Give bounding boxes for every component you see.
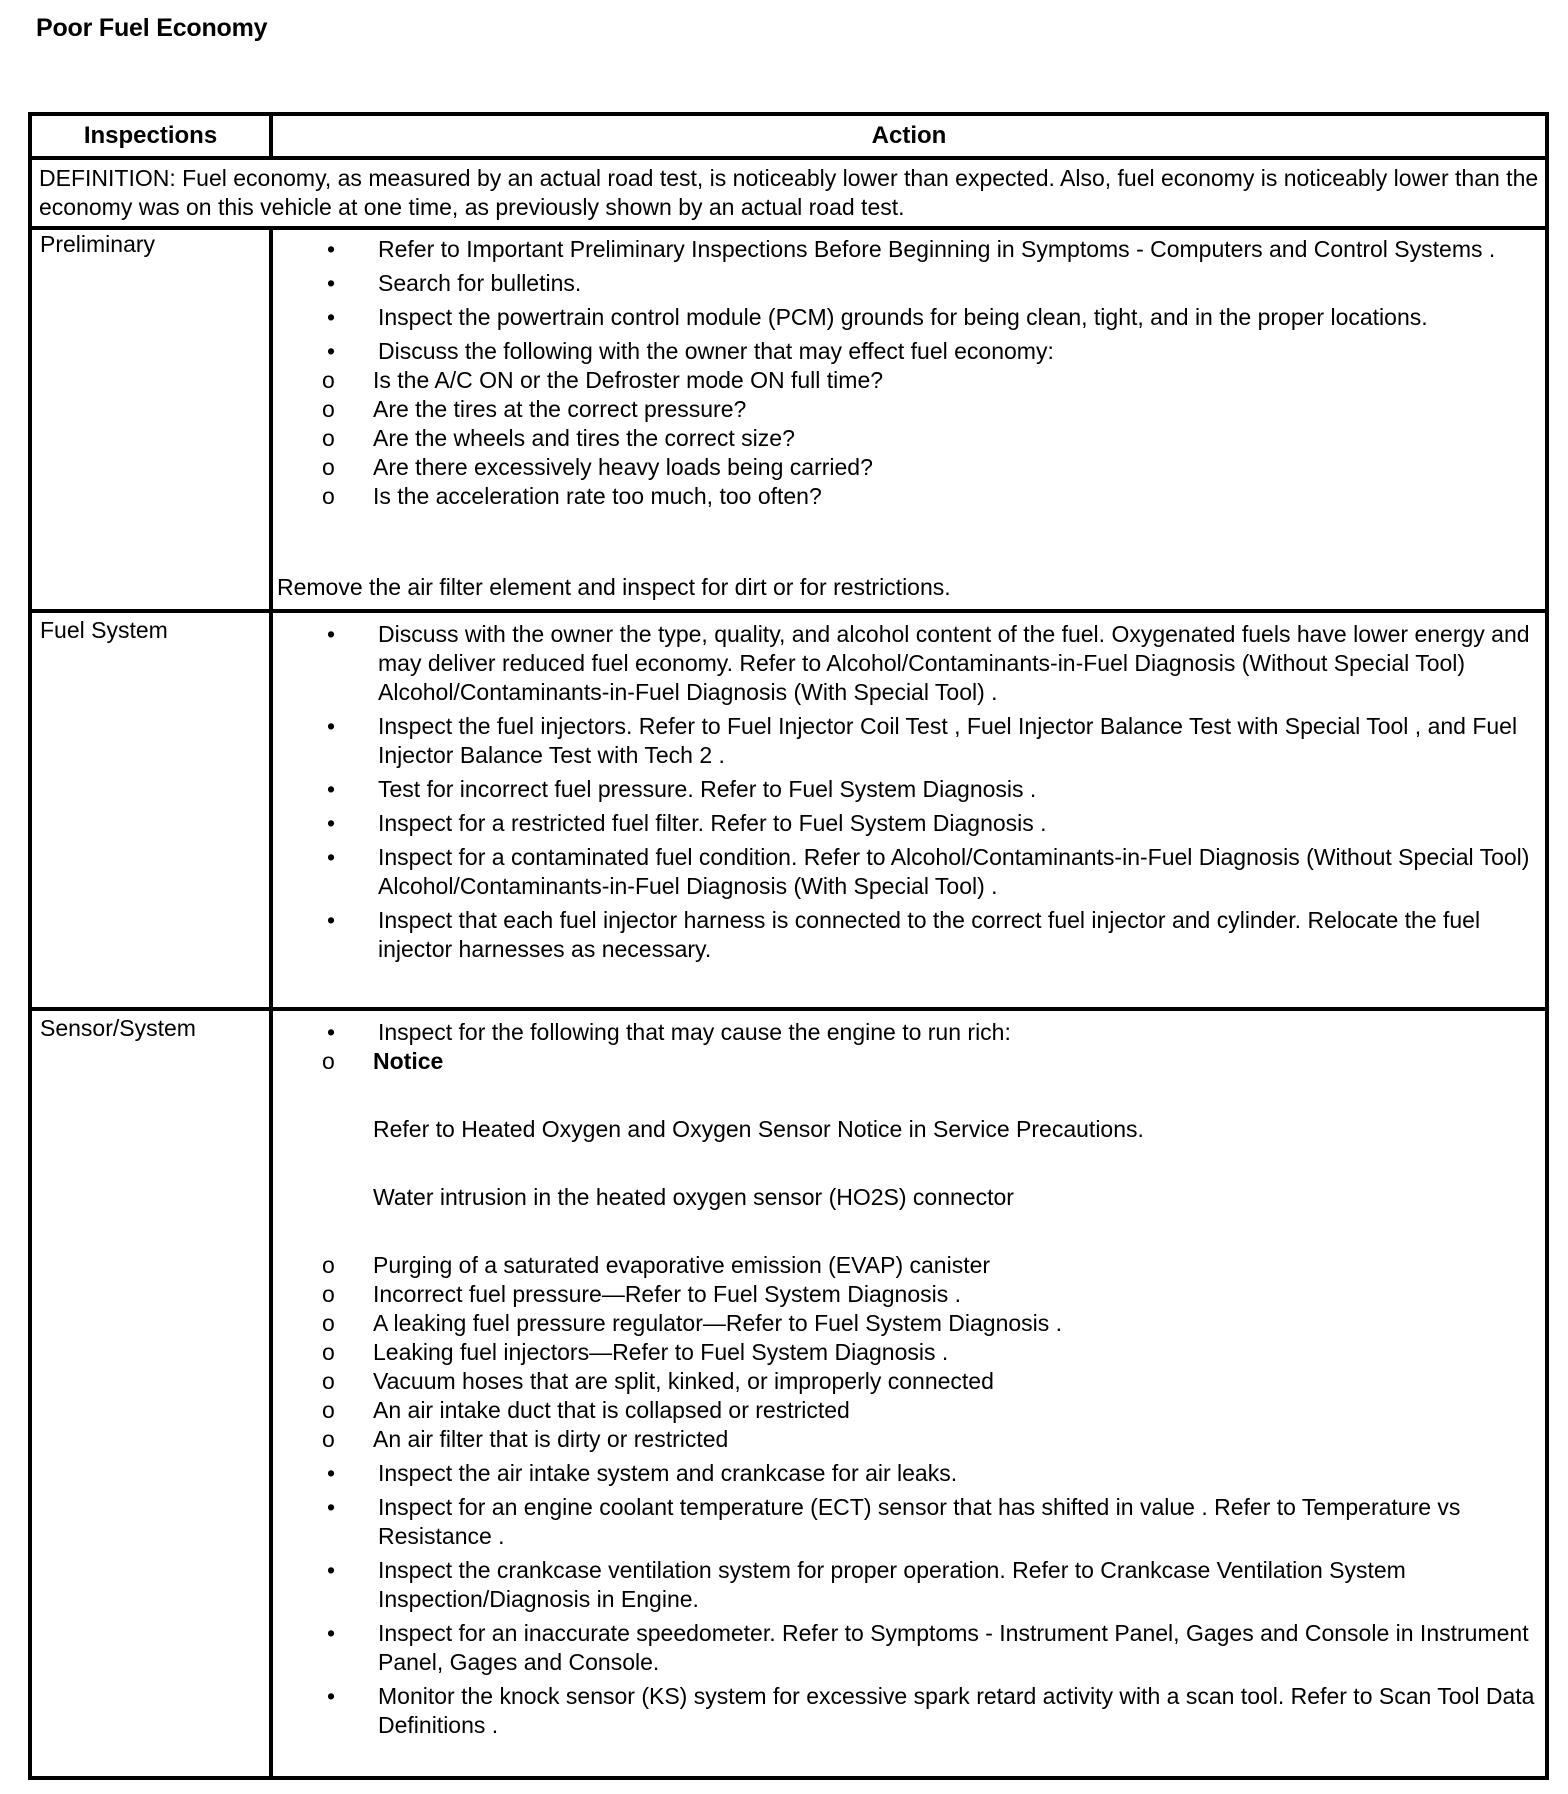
owner-questions (322, 366, 1539, 511)
circle-bullet-icon: o (322, 425, 335, 451)
sub-list-item: o Are the wheels and tires the correct size? (322, 425, 795, 451)
row-divider-definition (32, 226, 1545, 230)
list-item: • Inspect for a contaminated fuel condition. Refer to Alcohol/Contaminants-in-Fuel Diagnosis (Without Special Tool) Alcohol/Contaminants-in-Fuel Diagnosis (With Special Tool) . (327, 844, 1530, 899)
header-inspections: Inspections (83, 122, 218, 149)
sub-list-item: o Purging of a saturated evaporative emission (EVAP) canister (322, 1252, 991, 1278)
sub-list-item: o Vacuum hoses that are split, kinked, or improperly connected (322, 1368, 994, 1394)
preliminary-trailing-note: Remove the air filter element and inspect for dirt or for restrictions. (277, 574, 951, 600)
rich-causes (322, 1047, 1539, 1454)
bullet-icon: • (327, 713, 336, 739)
inspection-table (28, 112, 1549, 1780)
list-item: • Discuss with the owner the type, quality, and alcohol content of the fuel. Oxygenated fuels have lower energy and may deliver reduced fuel economy. Refer to Alcohol/Contaminants-in-Fuel Diagnosis (Without Special Tool) Alcohol/Contaminants-in-Fuel Diagnosis (With Special Tool) . (327, 621, 1530, 705)
list-item: • Inspect the air intake system and crankcase for air leaks. (327, 1460, 958, 1486)
bullet-icon: • (327, 1494, 336, 1520)
circle-bullet-icon: o (322, 1397, 335, 1423)
bullet-icon: • (327, 236, 336, 262)
row-label-preliminary: Preliminary (40, 231, 156, 257)
header-action: Action (871, 122, 947, 149)
circle-bullet-icon: o (322, 396, 335, 422)
sensor-system-actions (272, 1018, 1539, 1745)
list-item: • Discuss the following with the owner that may effect fuel economy: o Is the A/C ON or the Defroster mode ON full time? o Are the tires at the correct pressure? o Are the wheels and tires the correct size? o Are there excessively heavy loads being carried? o Is the acceleration rate too much, too often? (272, 337, 1539, 511)
bullet-icon: • (327, 270, 336, 296)
list-item: • Inspect for an inaccurate speedometer. Refer to Symptoms - Instrument Panel, Gages and Console in Instrument Panel, Gages and Console. (327, 1620, 1529, 1675)
bullet-icon: • (327, 1019, 336, 1045)
circle-bullet-icon: o (322, 1368, 335, 1394)
list-item: • Inspect the fuel injectors. Refer to Fuel Injector Coil Test , Fuel Injector Balance Test with Special Tool , and Fuel Injector Balance Test with Tech 2 . (327, 713, 1518, 768)
list-item: • Monitor the knock sensor (KS) system for excessive spark retard activity with a scan tool. Refer to Scan Tool Data Definitions . (327, 1683, 1535, 1738)
circle-bullet-icon: o (322, 1426, 335, 1452)
bullet-icon: • (327, 907, 336, 933)
list-item: • Inspect the crankcase ventilation system for proper operation. Refer to Crankcase Ventilation System Inspection/Diagnosis in Engine. (327, 1557, 1406, 1612)
circle-bullet-icon: o (322, 1252, 335, 1278)
notice-text: Refer to Heated Oxygen and Oxygen Sensor Notice in Service Precautions. (373, 1116, 1144, 1142)
sub-list-item: o Are the tires at the correct pressure? (322, 396, 747, 422)
circle-bullet-icon: o (322, 483, 335, 509)
bullet-icon: • (327, 1620, 336, 1646)
header-divider (269, 116, 273, 156)
list-item: • Inspect for the following that may cause the engine to run rich: o Notice Refer to Heated Oxygen and Oxygen Sensor Notice in Service Precautions. Water intrusion in the heated oxygen sensor (HO2S) connector o Purging of a saturated evaporative emission (EVAP) canister o Incorrect fuel pressure—Refer to Fuel System Diagnosis . o A leaking fuel pressure regulator—Refer to Fuel System Diagnosis . o Leaking fuel injectors—Refer to Fuel System Diagnosis . o Vacuum hoses that are split, kinked, or improperly connected o An air intake duct that is collapsed or restricted o An air filter that is dirty or restricted (272, 1018, 1539, 1454)
notice-title: Notice (373, 1048, 444, 1074)
list-item: • Inspect that each fuel injector harness is connected to the correct fuel injector and cylinder. Relocate the fuel injector harnesses as necessary. (327, 907, 1481, 962)
circle-bullet-icon: o (322, 1281, 335, 1307)
sub-list-item: o Is the A/C ON or the Defroster mode ON full time? (322, 367, 884, 393)
list-item: • Search for bulletins. (327, 270, 582, 296)
list-item: • Inspect the powertrain control module (PCM) grounds for being clean, tight, and in the proper locations. (327, 304, 1428, 330)
list-item: • Refer to Important Preliminary Inspections Before Beginning in Symptoms - Computers and Control Systems . (327, 236, 1496, 262)
row-label-fuel-system: Fuel System (40, 617, 168, 643)
bullet-icon: • (327, 338, 336, 364)
row-divider-header (32, 156, 1545, 160)
list-item: • Inspect for a restricted fuel filter. Refer to Fuel System Diagnosis . (327, 810, 1047, 836)
definition-text: DEFINITION: Fuel economy, as measured by an actual road test, is noticeably lower than expected. Also, fuel economy is noticeably lower than the economy was on this vehicle at one time, as previously shown by an actual road test. (39, 165, 1539, 220)
sub-list-item: o Is the acceleration rate too much, too often? (322, 483, 822, 509)
preliminary-actions (272, 235, 1539, 516)
bullet-icon: • (327, 1460, 336, 1486)
bullet-icon: • (327, 844, 336, 870)
row-divider-preliminary (32, 609, 1545, 613)
row-divider-fuel-system (32, 1007, 1545, 1011)
list-item: • Test for incorrect fuel pressure. Refer to Fuel System Diagnosis . (327, 776, 1037, 802)
circle-bullet-icon: o (322, 367, 335, 393)
bullet-icon: • (327, 1683, 336, 1709)
row-label-sensor-system: Sensor/System (40, 1015, 196, 1041)
sub-list-item: o Are there excessively heavy loads being carried? (322, 454, 873, 480)
sub-list-item: o An air intake duct that is collapsed or restricted (322, 1397, 850, 1423)
notice-extra: Water intrusion in the heated oxygen sensor (HO2S) connector (373, 1184, 1014, 1210)
circle-bullet-icon: o (322, 1048, 335, 1074)
bullet-icon: • (327, 776, 336, 802)
sub-list-item: o An air filter that is dirty or restricted (322, 1426, 729, 1452)
bullet-icon: • (327, 1557, 336, 1583)
fuel-system-actions (272, 620, 1539, 969)
circle-bullet-icon: o (322, 1310, 335, 1336)
sub-list-item: o Leaking fuel injectors—Refer to Fuel System Diagnosis . (322, 1339, 949, 1365)
list-item: • Inspect for an engine coolant temperature (ECT) sensor that has shifted in value . Refer to Temperature vs Resistance . (327, 1494, 1461, 1549)
sub-list-item: o Incorrect fuel pressure—Refer to Fuel System Diagnosis . (322, 1281, 962, 1307)
notice-item (272, 1047, 1539, 1212)
document-title: Poor Fuel Economy (36, 14, 268, 42)
bullet-icon: • (327, 810, 336, 836)
bullet-icon: • (327, 621, 336, 647)
circle-bullet-icon: o (322, 454, 335, 480)
circle-bullet-icon: o (322, 1339, 335, 1365)
sub-list-item: o A leaking fuel pressure regulator—Refer to Fuel System Diagnosis . (322, 1310, 1063, 1336)
bullet-icon: • (327, 304, 336, 330)
